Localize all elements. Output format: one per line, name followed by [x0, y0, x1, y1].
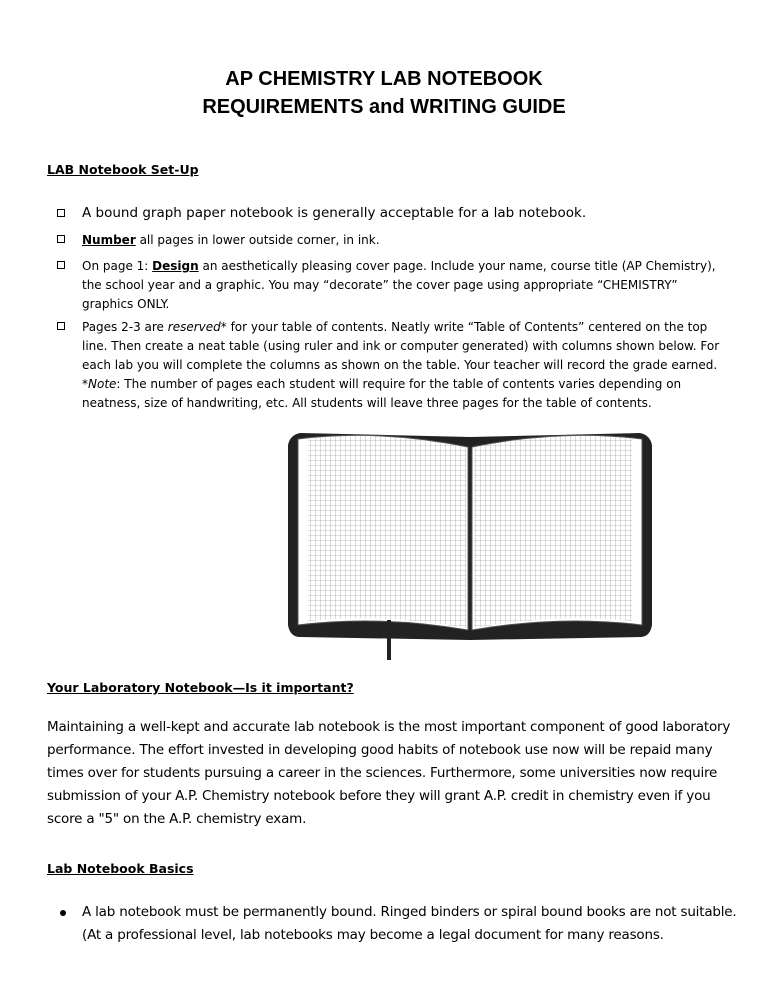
importance-heading: Your Laboratory Notebook—Is it important?	[47, 680, 354, 695]
basics-heading: Lab Notebook Basics	[47, 861, 194, 876]
bullet-text: On page 1:	[82, 259, 153, 273]
graph-notebook-illustration	[280, 425, 660, 660]
setup-heading: LAB Notebook Set-Up	[47, 162, 199, 177]
checkbox-icon	[57, 322, 65, 330]
design-keyword: Design	[152, 259, 199, 273]
note-label: *Note	[82, 377, 117, 391]
setup-bullet-3	[82, 257, 722, 314]
bullet-text: all pages in lower outside corner, in ink.	[135, 233, 380, 247]
bullet-text: Pages 2-3 are	[82, 320, 168, 334]
reserved-emphasis: reserved	[167, 320, 221, 334]
setup-bullet-2	[82, 231, 380, 250]
checkbox-icon	[57, 235, 65, 243]
checkbox-icon	[57, 261, 65, 269]
setup-bullet-1: A bound graph paper notebook is generally acceptable for a lab notebook.	[82, 205, 587, 221]
bullet-text: * for your table of contents. Neatly write “Table of Contents” centered on the top line. Then create a neat table (using ruler and ink or computer generated) with columns shown below. For each lab you will complete the columns as shown on the table. Your teacher will record the grade earned.	[82, 320, 720, 372]
importance-paragraph: Maintaining a well-kept and accurate lab notebook is the most important component of good laboratory performance. The effort invested in developing good habits of notebook use now will be repaid many times over for students pursuing a career in the sciences. Furthermore, some universities now require submission of your A.P. Chemistry notebook before they will grant A.P. credit in chemistry even if you score a "5" on the A.P. chemistry exam.	[47, 719, 731, 827]
bullet-text: : The number of pages each student will require for the table of contents varies depending on neatness, size of handwriting, etc. All students will leave three pages for the table of contents.	[82, 377, 682, 410]
number-keyword: Number	[82, 233, 136, 247]
title-line-1: AP CHEMISTRY LAB NOTEBOOK	[225, 68, 543, 90]
checkbox-icon	[57, 209, 65, 217]
setup-bullet-4	[82, 318, 722, 413]
bullet-text: an aesthetically pleasing cover page. Include your name, course title (AP Chemistry), the school year and a graphic. You may “decorate” the cover page using appropriate “CHEMISTRY” graphics ONLY.	[82, 259, 716, 311]
bullet-icon	[60, 910, 66, 916]
basics-bullet-1: A lab notebook must be permanently bound. Ringed binders or spiral bound books are not suitable. (At a professional level, lab notebooks may become a legal document for many reasons.	[82, 904, 737, 943]
title-line-2: REQUIREMENTS and WRITING GUIDE	[202, 96, 566, 118]
